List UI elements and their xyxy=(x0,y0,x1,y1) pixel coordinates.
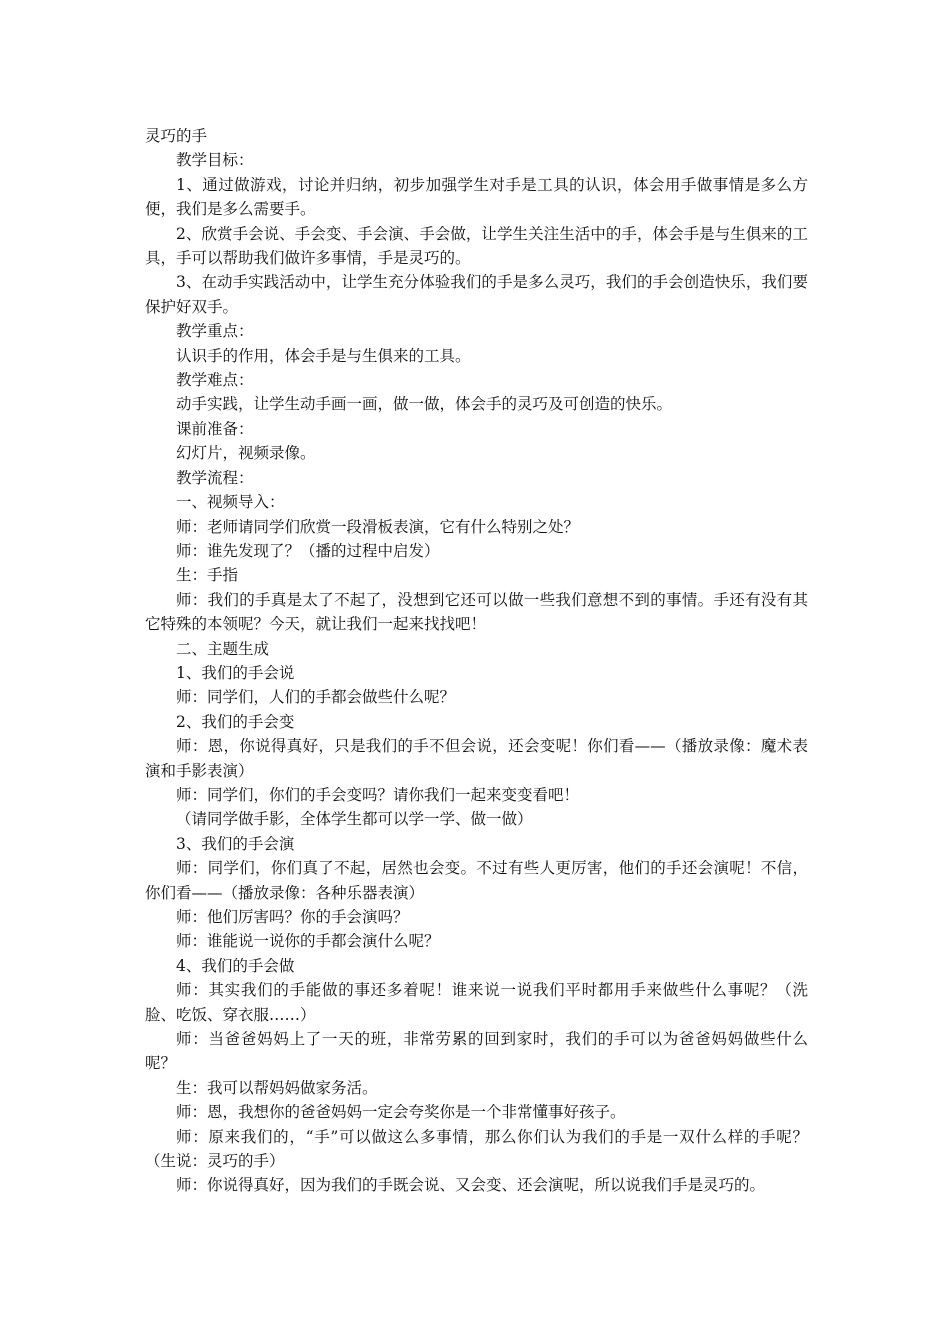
dialogue-line: 师：他们厉害吗？你的手会演吗？ xyxy=(176,908,409,926)
heading-preparation: 课前准备： xyxy=(176,419,254,438)
goal-item: 1、通过做游戏，讨论并归纳，初步加强学生对手是工具的认识，体会用手做事情是多么方便，我们是多么需要手。 xyxy=(145,175,808,219)
dialogue-line: 师：同学们，你们的手会变吗？请你我们一起来变变看吧！ xyxy=(176,785,580,804)
dialogue-line: 生：手指 xyxy=(176,566,239,585)
dialogue-line: 师：谁能说一说你的手都会演什么呢？ xyxy=(176,932,440,951)
heading-difficulties: 教学难点： xyxy=(176,371,254,390)
document-title: 灵巧的手 xyxy=(145,127,208,145)
dialogue-line: 师：老师请同学们欣赏一段滑板表演，它有什么特别之处？ xyxy=(176,517,580,536)
subsection-heading: 2、我们的手会变 xyxy=(176,712,295,731)
subsection-heading: 1、我们的手会说 xyxy=(176,663,295,682)
section-heading: 一、视频导入： xyxy=(176,493,285,512)
heading-key-points: 教学重点： xyxy=(176,322,254,341)
subsection-heading: 4、我们的手会做 xyxy=(176,956,295,975)
dialogue-line: 师：其实我们的手能做的事还多着呢！谁来说一说我们平时都用手来做些什么事呢？（洗脸、吃饭、穿衣服……） xyxy=(145,981,808,1024)
heading-goals: 教学目标： xyxy=(176,151,254,170)
dialogue-line: 生：我可以帮妈妈做家务活。 xyxy=(176,1078,378,1097)
dialogue-line: 师：恩，你说得真好，只是我们的手不但会说，还会变呢！你们看——（播放录像：魔术表演和手影表演） xyxy=(145,737,808,780)
dialogue-line: 师：你说得真好，因为我们的手既会说、又会变、还会演呢，所以说我们手是灵巧的。 xyxy=(176,1176,766,1195)
stage-direction: （请同学做手影，全体学生都可以学一学、做一做） xyxy=(176,810,533,829)
dialogue-line: 师：谁先发现了？（播的过程中启发） xyxy=(176,541,440,560)
dialogue-line: 师：恩，我想你的爸爸妈妈一定会夸奖你是一个非常懂事好孩子。 xyxy=(176,1103,626,1122)
heading-process: 教学流程： xyxy=(176,468,254,487)
dialogue-line: 师：同学们，人们的手都会做些什么呢？ xyxy=(176,688,456,707)
section-heading: 二、主题生成 xyxy=(176,639,270,658)
dialogue-line: 师：原来我们的，“手”可以做这么多事情，那么你们认为我们的手是一双什么样的手呢？（生说：灵巧的手） xyxy=(145,1127,808,1171)
body-paragraph: 幻灯片，视频录像。 xyxy=(176,444,316,463)
body-paragraph: 认识手的作用，体会手是与生俱来的工具。 xyxy=(176,346,471,365)
document-body xyxy=(145,124,808,1198)
goal-item: 3、在动手实践活动中，让学生充分体验我们的手是多么灵巧，我们的手会创造快乐，我们要保护好双手。 xyxy=(145,273,808,316)
dialogue-line: 师：我们的手真是太了不起了，没想到它还可以做一些我们意想不到的事情。手还有没有其它特殊的本领呢？今天，就让我们一起来找找吧！ xyxy=(145,590,808,634)
body-paragraph: 动手实践，让学生动手画一画，做一做，体会手的灵巧及可创造的快乐。 xyxy=(176,395,673,414)
subsection-heading: 3、我们的手会演 xyxy=(176,834,295,853)
dialogue-line: 师：同学们，你们真了不起，居然也会变。不过有些人更厉害，他们的手还会演呢！不信，你们看——（播放录像：各种乐器表演） xyxy=(145,859,808,902)
goal-item: 2、欣赏手会说、手会变、手会演、手会做，让学生关注生活中的手，体会手是与生俱来的工具，手可以帮助我们做许多事情，手是灵巧的。 xyxy=(145,224,808,268)
dialogue-line: 师：当爸爸妈妈上了一天的班，非常劳累的回到家时，我们的手可以为爸爸妈妈做些什么呢？ xyxy=(145,1030,808,1073)
